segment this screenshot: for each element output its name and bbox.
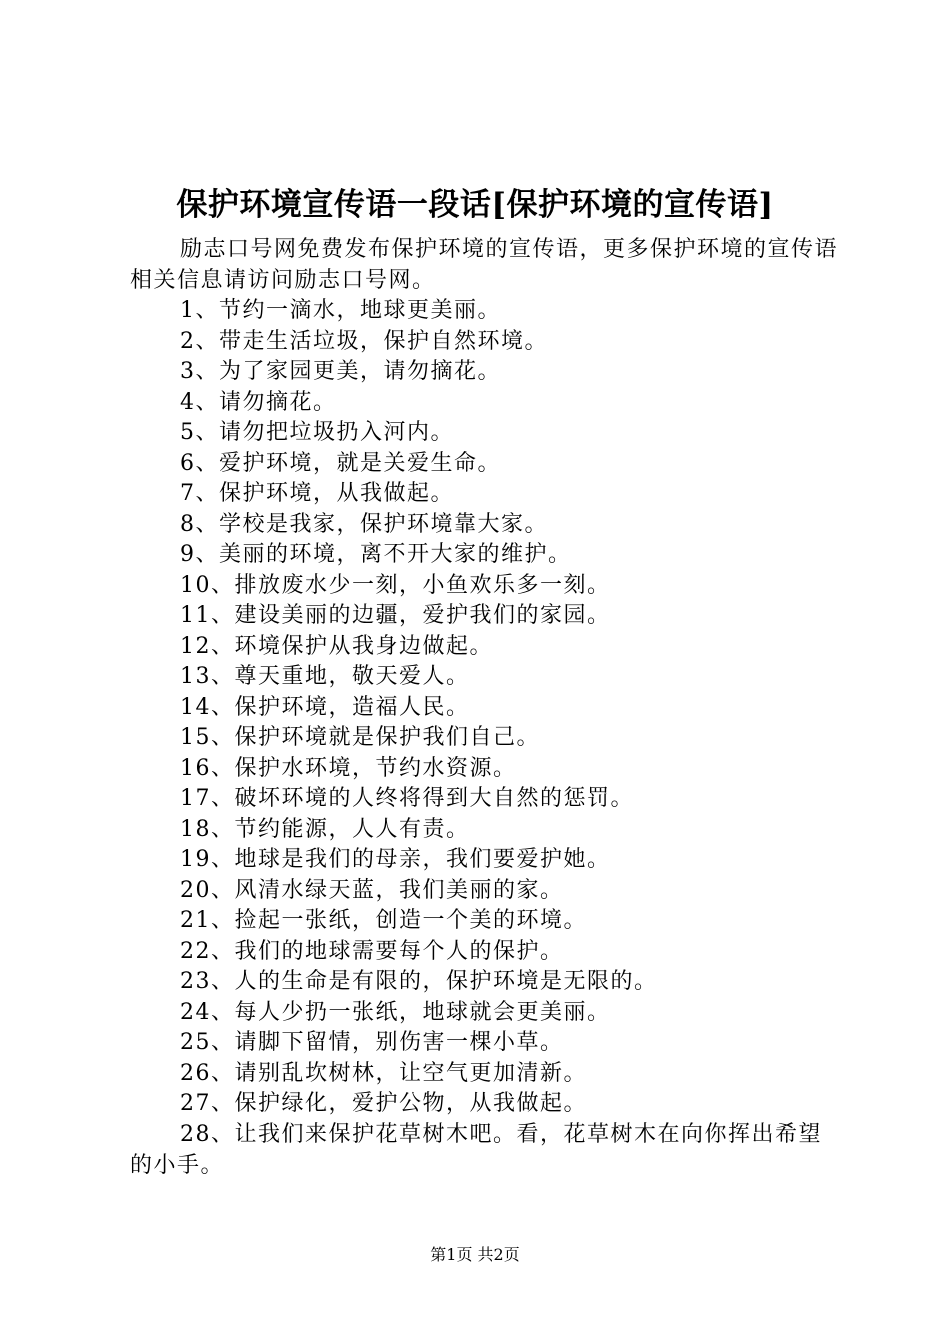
list-item: 24、每人少扔一张纸，地球就会更美丽。 [180,999,611,1025]
list-item: 27、保护绿化，爱护公物，从我做起。 [180,1091,587,1116]
last-list-item: 28、让我们来保护花草树木吧。看，花草树木在向你挥出希望的小手。 [130,1122,822,1178]
list-item: 16、保护水环境，节约水资源。 [180,755,517,781]
list-item: 9、美丽的环境，离不开大家的维护。 [180,542,572,567]
list-item: 13、尊天重地，敬天爱人。 [180,664,470,689]
list-item: 20、风清水绿天蓝，我们美丽的家。 [180,877,564,903]
page-footer: 第1页 共2页 [430,1245,520,1264]
list-item: 2、带走生活垃圾，保护自然环境。 [180,328,548,354]
list-item: 14、保护环境，造福人民。 [180,694,470,720]
list-item: 3、为了家园更美，请勿摘花。 [180,359,501,384]
list-item: 15、保护环境就是保护我们自己。 [180,725,540,750]
list-item: 10、排放废水少一刻，小鱼欢乐多一刻。 [180,572,611,598]
list-item: 26、请别乱坎树林，让空气更加清新。 [180,1060,587,1086]
list-item: 22、我们的地球需要每个人的保护。 [180,938,564,964]
list-item: 6、爱护环境，就是关爱生命。 [180,450,501,476]
list-item: 7、保护环境，从我做起。 [180,481,454,506]
list-item: 21、捡起一张纸，创造一个美的环境。 [180,908,587,933]
list-item: 23、人的生命是有限的，保护环境是无限的。 [180,969,658,994]
slogan-list [180,296,840,1120]
list-item: 11、建设美丽的边疆，爱护我们的家园。 [180,603,611,628]
intro-paragraph: 励志口号网免费发布保护环境的宣传语，更多保护环境的宣传语相关信息请访问励志口号网。 [130,237,839,293]
list-item: 25、请脚下留情，别伤害一棵小草。 [180,1030,564,1055]
list-item: 17、破坏环境的人终将得到大自然的惩罚。 [180,786,634,811]
document-title: 保护环境宣传语一段话[保护环境的宣传语] [176,187,774,223]
list-item: 4、请勿摘花。 [180,389,337,415]
list-item: 18、节约能源，人人有责。 [180,816,470,842]
list-item: 8、学校是我家，保护环境靠大家。 [180,511,548,537]
list-item: 5、请勿把垃圾扔入河内。 [180,420,454,445]
list-item: 12、环境保护从我身边做起。 [180,633,493,659]
list-item: 19、地球是我们的母亲，我们要爱护她。 [180,847,611,872]
list-item: 1、节约一滴水，地球更美丽。 [180,298,501,323]
